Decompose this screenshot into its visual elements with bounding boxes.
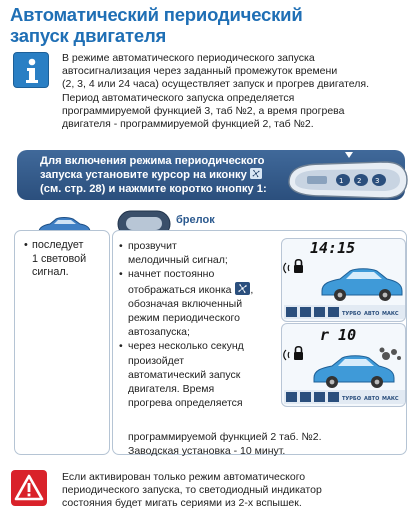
lock-icon	[284, 260, 303, 273]
left-line: 1 световой	[32, 252, 87, 265]
warning-icon	[11, 470, 47, 506]
intro-paragraph	[62, 52, 410, 92]
intro-line: автосигнализация через заданный промежуток времени	[62, 65, 338, 78]
car-reaction-panel	[14, 230, 110, 455]
intro-line: (2, 3, 4 или 24 часа) осуществляет запуск и прогрев двигателя.	[62, 78, 369, 91]
lcd-icon-strip	[284, 305, 405, 319]
lcd-strip-label: АВТО	[364, 311, 380, 317]
banner-text	[40, 155, 292, 196]
item-line: двигателя. Время	[128, 383, 215, 396]
item-line: прозвучит	[128, 240, 177, 252]
item-line: автозапуска;	[128, 326, 190, 339]
list-item: • начнет постоянно отображаться иконка , обозначая включенный режим периодического автозапуска;	[119, 267, 279, 339]
car-icon	[314, 356, 394, 388]
page-title-line: запуск двигателя	[10, 25, 167, 46]
item-line: автоматический запуск	[128, 368, 241, 381]
intro-line: программируемой функцией 3, таб №2, а время прогрева	[62, 104, 345, 117]
lcd-time: r 10	[320, 326, 357, 344]
fan-icon	[235, 282, 250, 295]
warmup-note	[128, 430, 398, 458]
note-line: Заводская установка - 10 минут.	[128, 445, 286, 457]
item-line: режим периодического	[128, 312, 240, 325]
fan-icon	[250, 168, 262, 179]
page-title-line: Автоматический периодический	[10, 4, 303, 25]
page-title	[10, 4, 410, 46]
banner-line: запуска установите курсор на иконку	[40, 169, 247, 182]
fob-lcd-screen	[281, 238, 406, 322]
intro-paragraph	[62, 92, 410, 132]
fob-reaction-list	[119, 239, 279, 410]
item-line: произойдет	[128, 354, 185, 367]
svg-text:3: 3	[375, 177, 380, 185]
list-item	[119, 239, 279, 267]
lcd-strip-label: ТУРБО	[342, 311, 361, 317]
warning-line: Если активирован только режим автоматического	[62, 471, 306, 483]
fob-lcd-screen	[281, 323, 406, 407]
lcd-time: 14:15	[310, 239, 356, 257]
left-line: сигнал.	[32, 266, 69, 279]
note-line: программируемой функцией 2 таб. №2.	[128, 431, 322, 443]
banner-line: (см. стр. 28) и нажмите коротко кнопку 1:	[40, 182, 267, 195]
item-line: отображаться иконка	[128, 283, 232, 296]
item-line: через несколько секунд	[128, 340, 244, 353]
bullet: •	[24, 239, 28, 251]
svg-text:2: 2	[357, 177, 362, 185]
car-icon	[322, 269, 402, 301]
intro-line: двигателя - программируемой функцией 2, таб №2.	[62, 118, 314, 131]
intro-line: В режиме автоматического периодического запуска	[62, 52, 315, 64]
item-line: обозначая включенный	[128, 297, 243, 310]
banner-line: Для включения режима периодического	[40, 155, 265, 167]
warning-text	[62, 471, 402, 510]
exhaust-icon	[380, 348, 402, 361]
item-line: мелодичный сигнал;	[128, 254, 228, 267]
lcd-icon-strip	[284, 390, 405, 404]
info-icon	[13, 52, 49, 88]
lcd-strip-label: МАКС	[382, 396, 399, 402]
item-line: начнет постоянно	[128, 268, 215, 281]
lcd-strip-label: АВТО	[364, 396, 380, 402]
lcd-strip-label: ТУРБО	[342, 396, 361, 402]
warning-line: состояния будет мигать сериями из 2-х вспышек.	[62, 497, 302, 509]
left-line: последует	[32, 239, 84, 251]
lock-icon	[284, 347, 303, 360]
svg-text:1: 1	[339, 177, 344, 185]
fob-label: брелок	[176, 214, 215, 226]
list-item	[119, 339, 279, 410]
warning-line: периодического запуска, то светодиодный индикатор	[62, 484, 322, 496]
lcd-strip-label: МАКС	[382, 311, 399, 317]
intro-line: Период автоматического запуска определяется	[62, 91, 295, 104]
list-item	[24, 239, 106, 280]
item-line: прогрева определяется	[128, 397, 243, 410]
intro-text	[62, 52, 410, 131]
key-fob-icon	[283, 152, 411, 208]
